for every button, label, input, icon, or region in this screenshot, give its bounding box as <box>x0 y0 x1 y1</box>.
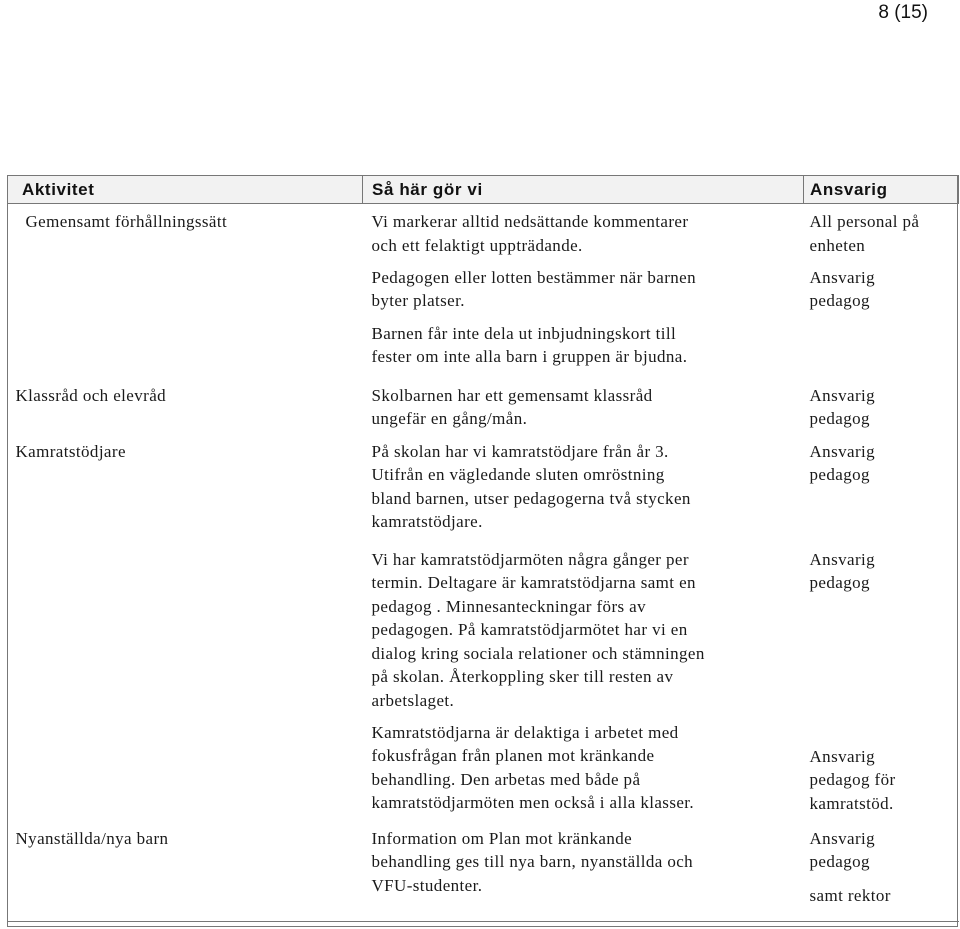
table-row <box>8 266 959 322</box>
header-activity: Aktivitet <box>8 176 363 204</box>
table-row <box>8 384 959 440</box>
responsible-cell <box>804 721 959 827</box>
how-text: Kamratstödjarna är delaktiga i arbetet med fokusfrågan från planen mot kränkande behandling. Den arbetas med både på kamratstödjarmöten men också i alla klasser. <box>371 722 695 812</box>
activity-cell <box>8 322 363 384</box>
responsible-cell <box>804 440 959 548</box>
responsible-extra-text: samt rektor <box>809 885 891 905</box>
activity-cell <box>8 827 363 922</box>
header-how: Så här gör vi <box>363 176 804 204</box>
header-responsible: Ansvarig <box>804 176 959 204</box>
how-cell <box>363 440 804 548</box>
table-row <box>8 440 959 548</box>
table-header-row <box>8 176 959 204</box>
responsible-cell <box>804 827 959 922</box>
activity-cell <box>8 266 363 322</box>
activity-cell <box>8 548 363 721</box>
how-cell <box>363 204 804 266</box>
activity-text: Gemensamt förhållningssätt <box>25 212 228 231</box>
table-row <box>8 548 959 721</box>
how-text: Pedagogen eller lotten bestämmer när barnen byter platser. <box>371 267 696 310</box>
responsible-text: Ansvarig pedagog <box>809 267 876 310</box>
responsible-text: Ansvarig pedagog <box>809 549 876 592</box>
how-text: Barnen får inte dela ut inbjudningskort till fester om inte alla barn i gruppen är bjudna. <box>371 323 688 366</box>
table-row <box>8 204 959 266</box>
how-cell <box>363 322 804 384</box>
table-row <box>8 827 959 922</box>
responsible-cell <box>804 266 959 322</box>
activity-cell <box>8 384 363 440</box>
action-plan-table <box>7 175 959 922</box>
responsible-text: Ansvarig pedagog <box>809 441 876 484</box>
activity-text: Nyanställda/nya barn <box>15 828 169 848</box>
responsible-cell <box>804 384 959 440</box>
how-text: Vi har kamratstödjarmöten några gånger per termin. Deltagare är kamratstödjarna samt en pedagog . Minnesanteckningar förs av pedagogen. På kamratstödjarmötet har vi en dialog kring sociala relationer och stämningen på skolan. Återkoppling sker till resten av arbetslaget. <box>371 549 705 710</box>
how-cell <box>363 827 804 922</box>
responsible-text: Ansvarig pedagog för kamratstöd. <box>809 746 896 813</box>
responsible-text: Ansvarig pedagog <box>809 828 876 871</box>
how-cell <box>363 266 804 322</box>
responsible-cell <box>804 322 959 384</box>
responsible-cell <box>804 548 959 721</box>
how-cell <box>363 721 804 827</box>
how-text: Skolbarnen har ett gemensamt klassråd ungefär en gång/mån. <box>371 385 653 428</box>
table-row <box>8 322 959 384</box>
how-text: På skolan har vi kamratstödjare från år 3. Utifrån en vägledande sluten omröstning bland barnen, utser pedagogerna två stycken kamratstödjare. <box>371 441 691 531</box>
responsible-text: Ansvarig pedagog <box>809 385 876 428</box>
how-text: Information om Plan mot kränkande behandling ges till nya barn, nyanställda och VFU-studenter. <box>371 828 694 895</box>
activity-text: Klassråd och elevråd <box>15 385 167 405</box>
activity-cell <box>8 204 363 266</box>
page-number: 8 (15) <box>878 2 928 23</box>
table-row <box>8 721 959 827</box>
activity-cell <box>8 721 363 827</box>
how-cell <box>363 548 804 721</box>
responsible-text: All personal på enheten <box>809 212 920 255</box>
how-text: Vi markerar alltid nedsättande kommentarer och ett felaktigt uppträdande. <box>371 212 689 255</box>
activity-text: Kamratstödjare <box>15 441 126 461</box>
responsible-cell <box>804 204 959 266</box>
how-cell <box>363 384 804 440</box>
activity-cell <box>8 440 363 548</box>
